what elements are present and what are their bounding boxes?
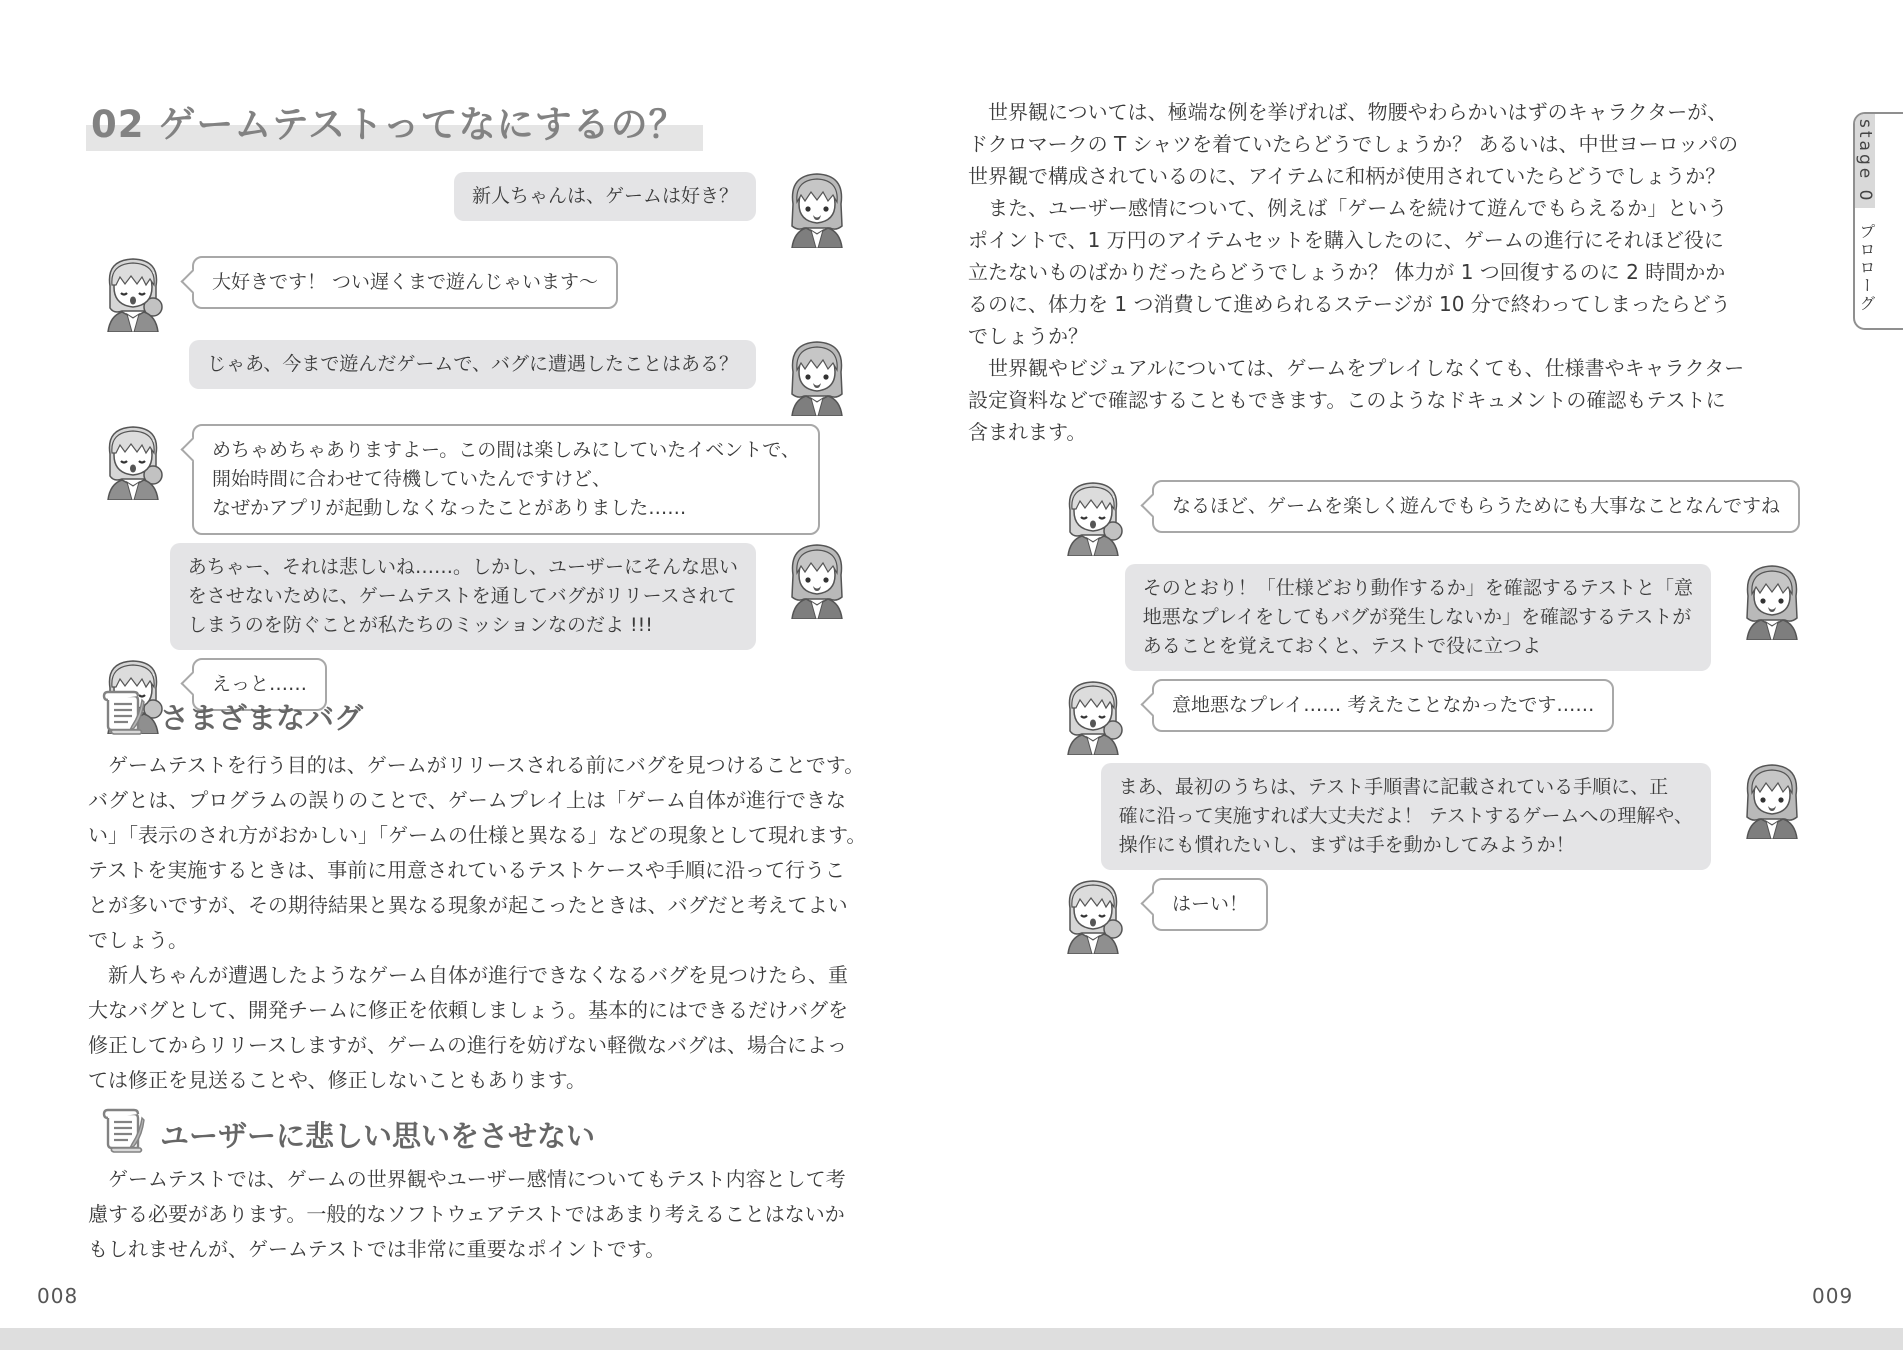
chapter-tab-title: プロローグ (1857, 223, 1876, 313)
newbie-avatar (100, 254, 166, 332)
bubble-line: 操作にも慣れたいし、まずは手を動かしてみようか！ (1118, 834, 1575, 856)
bubble-line: 開始時間に合わせて待機していたんですけど、 (212, 468, 612, 490)
dialogue-row (1048, 478, 1805, 556)
body-text-line: ゲームテストを行う目的は、ゲームがリリースされる前にバグを見つけることです。 (88, 753, 865, 777)
bubble-line: をさせないために、ゲームテストを通してバグがリリースされて (187, 585, 737, 607)
right-page-body (968, 96, 1798, 448)
newbie-avatar-graphic (1060, 677, 1126, 755)
dialogue-row (88, 254, 850, 332)
speech-bubble-newbie (1152, 679, 1614, 732)
bubble-line: 地悪なプレイをしてもバグが発生しないか」を確認するテストが (1142, 606, 1692, 628)
speech-bubble-senior (170, 543, 756, 650)
newbie-avatar-graphic (1060, 478, 1126, 556)
body-text-line: るのに、体力を 1 つ消費して進められるステージが 10 分で終わってしまったらどう (968, 292, 1731, 316)
body-text-line: ゲームテストでは、ゲームの世界観やユーザー感情についてもテスト内容として考 (88, 1167, 846, 1191)
body-text-line: い」「表示のされ方がおかしい」「ゲームの仕様と異なる」などの現象として現れます。 (88, 823, 867, 847)
speech-bubble-newbie (192, 424, 820, 535)
newbie-avatar-graphic (100, 254, 166, 332)
body-text-line: 新人ちゃんが遭遇したようなゲーム自体が進行できなくなるバグを見つけたら、重 (88, 963, 848, 987)
body-text-line: 大なバグとして、開発チームに修正を依頼しましょう。基本的にはできるだけバグを (88, 998, 848, 1022)
body-text-line: 世界観については、極端な例を挙げれば、物腰やわらかいはずのキャラクターが、 (968, 100, 1728, 124)
senior-avatar (784, 338, 850, 416)
scroll-quill-icon (100, 688, 146, 745)
bubble-line: えっと…… (212, 673, 308, 695)
left-dialogue-section (88, 170, 850, 740)
speech-bubble-newbie (192, 256, 618, 309)
senior-avatar-graphic (784, 541, 850, 619)
scroll-quill-icon (100, 1106, 146, 1163)
bubble-line: なるほど、ゲームを楽しく遊んでもらうためにも大事なことなんですね (1172, 495, 1781, 517)
speech-bubble-senior (189, 340, 756, 389)
newbie-avatar-graphic (1060, 876, 1126, 954)
speech-bubble-senior (1101, 763, 1711, 870)
body-text-line: バグとは、プログラムの誤りのことで、ゲームプレイ上は「ゲーム自体が進行できな (88, 788, 846, 812)
speech-bubble-senior (454, 172, 756, 221)
section-body-bugs (88, 748, 868, 1098)
dialogue-row (1048, 761, 1805, 870)
body-text-line: ドクロマークの T シャツを着ていたらどうでしょうか？ あるいは、中世ヨーロッパの (968, 132, 1739, 156)
bubble-line: あることを覚えておくと、テストで役に立つよ (1142, 635, 1541, 657)
body-text-line: ては修正を見送ることや、修正しないこともあります。 (88, 1068, 586, 1092)
bubble-line: しまうのを防ぐことが私たちのミッションなのだよ !!! (187, 614, 653, 636)
section-heading-text: ユーザーに悲しい思いをさせない (160, 1119, 596, 1153)
section-heading-user-feelings (100, 1106, 595, 1163)
senior-avatar-graphic (784, 338, 850, 416)
dialogue-row (88, 422, 850, 535)
bubble-line: まあ、最初のうちは、テスト手順書に記載されている手順に、正 (1118, 776, 1669, 798)
speech-bubble-newbie (1152, 480, 1800, 533)
chapter-tab-stage: stage 0 (1855, 114, 1875, 208)
speech-bubble-senior (1125, 564, 1711, 671)
bubble-line: 新人ちゃんは、ゲームは好き？ (471, 185, 738, 207)
bubble-line: 確に沿って実施すれば大丈夫だよ！ テストするゲームへの理解や、 (1118, 805, 1693, 827)
body-text-line: テストを実施するときは、事前に用意されているテストケースや手順に沿って行うこ (88, 858, 845, 882)
senior-avatar-graphic (784, 170, 850, 248)
bubble-line: あちゃー、それは悲しいね……。しかし、ユーザーにそんな思い (187, 556, 738, 578)
dialogue-row (88, 170, 850, 248)
page-title (86, 94, 703, 148)
body-text-line: 慮する必要があります。一般的なソフトウェアテストではあまり考えることはないか (88, 1202, 845, 1226)
speech-bubble-newbie (1152, 878, 1268, 931)
right-dialogue-section (1048, 478, 1805, 960)
bubble-line: はーい！ (1172, 893, 1249, 915)
senior-avatar (784, 541, 850, 619)
bubble-line: めちゃめちゃありますよー。この間は楽しみにしていたイベントで、 (212, 439, 800, 461)
senior-avatar-graphic (1739, 761, 1805, 839)
body-text-line: もしれませんが、ゲームテストでは非常に重要なポイントです。 (88, 1237, 666, 1261)
scroll-icon-graphic (100, 1106, 146, 1156)
page-number-right: 009 (1812, 1284, 1854, 1308)
body-text-line: 含まれます。 (968, 420, 1087, 444)
body-text-line: とが多いですが、その期待結果と異なる現象が起こったときは、バグだと考えてよい (88, 893, 848, 917)
bubble-line: じゃあ、今まで遊んだゲームで、バグに遭遇したことはある？ (207, 353, 738, 375)
body-text-line: 修正してからリリースしますが、ゲームの進行を妨げない軽微なバグは、場合によっ (88, 1033, 847, 1057)
dialogue-row (88, 541, 850, 650)
page-number-left: 008 (37, 1284, 79, 1308)
body-text-line: また、ユーザー感情について、例えば「ゲームを続けて遊んでもらえるか」という (968, 196, 1728, 220)
body-text-line: 立たないものばかりだったらどうでしょうか？ 体力が 1 つ回復するのに 2 時間かか (968, 260, 1726, 284)
bubble-line: そのとおり！「仕様どおり動作するか」を確認するテストと「意 (1142, 577, 1693, 599)
body-text-line: ポイントで、1 万円のアイテムセットを購入したのに、ゲームの進行にそれほど役に (968, 228, 1724, 252)
bottom-edge-strip (0, 1328, 1903, 1350)
senior-avatar (784, 170, 850, 248)
senior-avatar (1739, 562, 1805, 640)
page-title-text: 02 ゲームテストってなにするの？ (86, 103, 703, 151)
bubble-line: 大好きです！ つい遅くまで遊んじゃいます～ (212, 271, 599, 293)
newbie-avatar (1060, 478, 1126, 556)
newbie-avatar (1060, 876, 1126, 954)
scroll-icon-graphic (100, 688, 146, 738)
chapter-tab (1853, 112, 1903, 330)
dialogue-row (1048, 677, 1805, 755)
newbie-avatar (1060, 677, 1126, 755)
body-text-line: 設定資料などで確認することもできます。このようなドキュメントの確認もテストに (968, 388, 1726, 412)
dialogue-row (1048, 562, 1805, 671)
bubble-line: なぜかアプリが起動しなくなったことがありました…… (212, 497, 687, 519)
body-text-line: 世界観やビジュアルについては、ゲームをプレイしなくても、仕様書やキャラクター (968, 356, 1745, 380)
section-heading-bugs (100, 688, 363, 745)
bubble-line: 意地悪なプレイ…… 考えたことなかったです…… (1172, 694, 1595, 716)
newbie-avatar (100, 422, 166, 500)
body-text-line: でしょうか？ (968, 324, 1088, 348)
senior-avatar-graphic (1739, 562, 1805, 640)
body-text-line: 世界観で構成されているのに、アイテムに和柄が使用されていたらどうでしょうか？ (968, 164, 1726, 188)
newbie-avatar-graphic (100, 422, 166, 500)
dialogue-row (88, 338, 850, 416)
senior-avatar (1739, 761, 1805, 839)
body-text-line: でしょう。 (88, 928, 188, 952)
section-body-user-feelings (88, 1162, 868, 1267)
section-heading-text: さまざまなバグ (160, 701, 364, 735)
dialogue-row (1048, 876, 1805, 954)
